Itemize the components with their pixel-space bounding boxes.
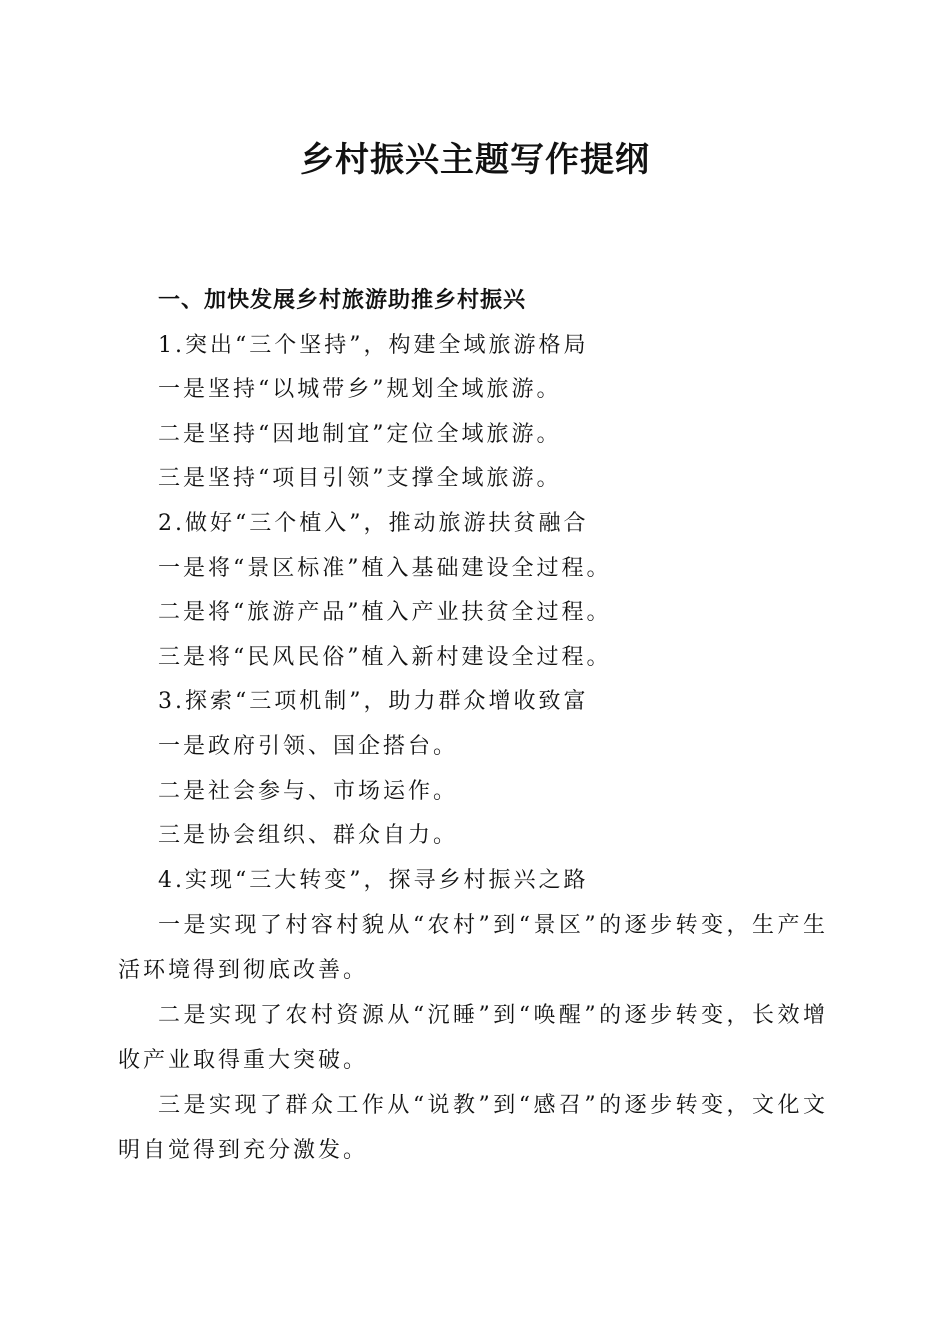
list-item: 三是将“民风民俗”植入新村建设全过程。 (158, 644, 612, 670)
section-heading: 一、加快发展乡村旅游助推乡村振兴 (158, 288, 527, 313)
subsection-title: 2.做好“三个植入”，推动旅游扶贫融合 (158, 510, 589, 536)
subsection-title: 3.探索“三项机制”，助力群众增收致富 (158, 689, 589, 715)
document-body (118, 279, 828, 1173)
paragraph: 二是实现了农村资源从“沉睡”到“唤醒”的逐步转变，长效增收产业取得重大突破。 (118, 1003, 828, 1074)
list-item: 三是坚持“项目引领”支撑全域旅游。 (158, 466, 562, 492)
document-title: 乡村振兴主题写作提纲 (300, 140, 650, 180)
subsection-title: 1.突出“三个坚持”，构建全域旅游格局 (158, 332, 589, 358)
list-item: 一是将“景区标准”植入基础建设全过程。 (158, 555, 612, 581)
paragraph: 三是实现了群众工作从“说教”到“感召”的逐步转变，文化文明自觉得到充分激发。 (118, 1093, 828, 1164)
list-item: 二是将“旅游产品”植入产业扶贫全过程。 (158, 600, 612, 626)
list-item: 一是政府引领、国企搭台。 (158, 733, 459, 759)
list-item: 二是坚持“因地制宜”定位全域旅游。 (158, 421, 562, 447)
paragraph: 一是实现了村容村貌从“农村”到“景区”的逐步转变，生产生活环境得到彻底改善。 (118, 913, 828, 984)
subsection-title: 4.实现“三大转变”，探寻乡村振兴之路 (158, 867, 589, 893)
list-item: 三是协会组织、群众自力。 (158, 823, 459, 849)
list-item: 二是社会参与、市场运作。 (158, 778, 459, 804)
list-item: 一是坚持“以城带乡”规划全域旅游。 (158, 377, 562, 403)
